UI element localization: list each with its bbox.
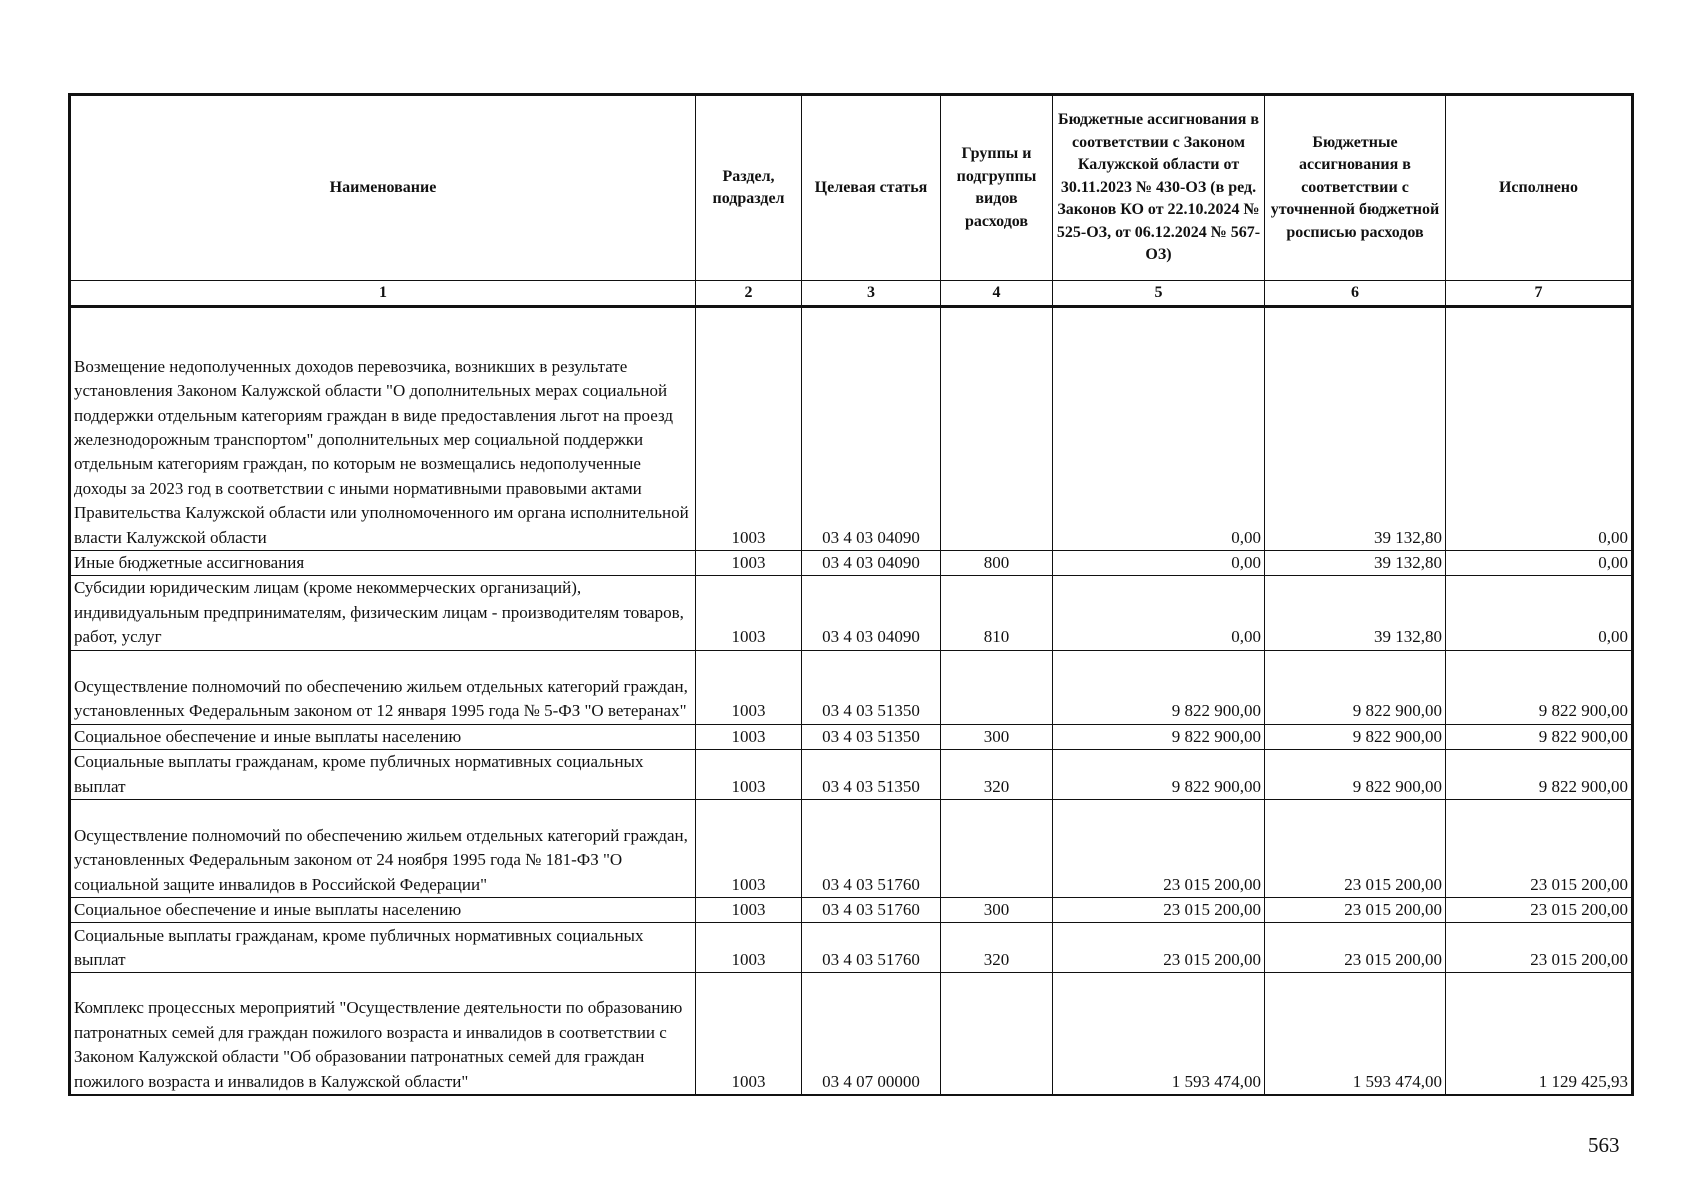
budget-table bbox=[68, 93, 1634, 1096]
column-number: 6 bbox=[1265, 281, 1446, 307]
header-expense-group: Группы и подгруппы видов расходов bbox=[941, 95, 1053, 281]
row-name: Возмещение недополученных доходов перевозчика, возникших в результате установления Законом Калужской области "О дополнительных мерах социальной поддержки отдельным категориям граждан в виде предоставления льгот на проезд железнодорожным транспортом" дополнительных мер социальной поддержки отдельным категориям граждан, по которым не возмещались недополученные доходы за 2023 год в соответствии с иными нормативными правовыми актами Правительства Калужской области или уполномоченного им органа исполнительной власти Калужской области bbox=[70, 307, 696, 551]
header-target-article: Целевая статья bbox=[802, 95, 941, 281]
row-executed-amount: 23 015 200,00 bbox=[1446, 898, 1633, 923]
row-law-amount: 9 822 900,00 bbox=[1053, 650, 1265, 724]
row-expense-group: 810 bbox=[941, 576, 1053, 650]
row-target-article: 03 4 03 51350 bbox=[802, 750, 941, 800]
header-section: Раздел, подраздел bbox=[696, 95, 802, 281]
column-number: 5 bbox=[1053, 281, 1265, 307]
row-law-amount: 9 822 900,00 bbox=[1053, 724, 1265, 749]
row-section: 1003 bbox=[696, 750, 802, 800]
header-law-appropriations: Бюджетные ассигнования в соответствии с Законом Калужской области от 30.11.2023 № 430-ОЗ (в ред. Законов КО от 22.10.2024 № 525-ОЗ, от 06.12.2024 № 567-ОЗ) bbox=[1053, 95, 1265, 281]
row-target-article: 03 4 03 51760 bbox=[802, 923, 941, 973]
table-row bbox=[70, 750, 1633, 800]
row-section: 1003 bbox=[696, 650, 802, 724]
row-executed-amount: 1 129 425,93 bbox=[1446, 973, 1633, 1095]
column-number: 3 bbox=[802, 281, 941, 307]
row-executed-amount: 9 822 900,00 bbox=[1446, 724, 1633, 749]
row-executed-amount: 0,00 bbox=[1446, 307, 1633, 551]
row-expense-group: 300 bbox=[941, 724, 1053, 749]
row-roster-amount: 1 593 474,00 bbox=[1265, 973, 1446, 1095]
row-target-article: 03 4 03 51760 bbox=[802, 898, 941, 923]
column-number: 2 bbox=[696, 281, 802, 307]
row-name: Комплекс процессных мероприятий "Осуществление деятельности по образованию патронатных семей для граждан пожилого возраста и инвалидов в соответствии с Законом Калужской области "Об образовании патронатных семей для граждан пожилого возраста и инвалидов в Калужской области" bbox=[70, 973, 696, 1095]
row-section: 1003 bbox=[696, 800, 802, 898]
row-roster-amount: 39 132,80 bbox=[1265, 576, 1446, 650]
row-name: Социальное обеспечение и иные выплаты населению bbox=[70, 724, 696, 749]
row-section: 1003 bbox=[696, 724, 802, 749]
table-row bbox=[70, 923, 1633, 973]
row-expense-group bbox=[941, 800, 1053, 898]
row-law-amount: 23 015 200,00 bbox=[1053, 923, 1265, 973]
row-section: 1003 bbox=[696, 973, 802, 1095]
row-executed-amount: 9 822 900,00 bbox=[1446, 650, 1633, 724]
row-roster-amount: 39 132,80 bbox=[1265, 551, 1446, 576]
row-name: Осуществление полномочий по обеспечению жильем отдельных категорий граждан, установленных Федеральным законом от 12 января 1995 года № 5-ФЗ "О ветеранах" bbox=[70, 650, 696, 724]
row-section: 1003 bbox=[696, 551, 802, 576]
row-law-amount: 9 822 900,00 bbox=[1053, 750, 1265, 800]
row-name: Субсидии юридическим лицам (кроме некоммерческих организаций), индивидуальным предпринимателям, физическим лицам - производителям товаров, работ, услуг bbox=[70, 576, 696, 650]
row-section: 1003 bbox=[696, 923, 802, 973]
table-row bbox=[70, 898, 1633, 923]
row-roster-amount: 9 822 900,00 bbox=[1265, 724, 1446, 749]
table-row bbox=[70, 551, 1633, 576]
header-name: Наименование bbox=[70, 95, 696, 281]
row-executed-amount: 23 015 200,00 bbox=[1446, 800, 1633, 898]
row-name: Иные бюджетные ассигнования bbox=[70, 551, 696, 576]
column-number: 4 bbox=[941, 281, 1053, 307]
row-law-amount: 23 015 200,00 bbox=[1053, 800, 1265, 898]
row-law-amount: 0,00 bbox=[1053, 576, 1265, 650]
row-expense-group bbox=[941, 307, 1053, 551]
row-law-amount: 0,00 bbox=[1053, 307, 1265, 551]
row-name: Социальные выплаты гражданам, кроме публичных нормативных социальных выплат bbox=[70, 923, 696, 973]
row-target-article: 03 4 07 00000 bbox=[802, 973, 941, 1095]
row-law-amount: 23 015 200,00 bbox=[1053, 898, 1265, 923]
column-number: 1 bbox=[70, 281, 696, 307]
row-section: 1003 bbox=[696, 576, 802, 650]
row-target-article: 03 4 03 04090 bbox=[802, 576, 941, 650]
column-number-row bbox=[70, 281, 1633, 307]
row-expense-group: 800 bbox=[941, 551, 1053, 576]
table-row bbox=[70, 724, 1633, 749]
header-roster-appropriations: Бюджетные ассигнования в соответствии с уточненной бюджетной росписью расходов bbox=[1265, 95, 1446, 281]
row-name: Социальное обеспечение и иные выплаты населению bbox=[70, 898, 696, 923]
row-target-article: 03 4 03 51760 bbox=[802, 800, 941, 898]
row-section: 1003 bbox=[696, 307, 802, 551]
table-row bbox=[70, 576, 1633, 650]
column-number: 7 bbox=[1446, 281, 1633, 307]
row-roster-amount: 23 015 200,00 bbox=[1265, 923, 1446, 973]
table-row bbox=[70, 800, 1633, 898]
row-section: 1003 bbox=[696, 898, 802, 923]
row-executed-amount: 23 015 200,00 bbox=[1446, 923, 1633, 973]
table-row bbox=[70, 973, 1633, 1095]
row-roster-amount: 23 015 200,00 bbox=[1265, 800, 1446, 898]
row-target-article: 03 4 03 51350 bbox=[802, 650, 941, 724]
row-target-article: 03 4 03 51350 bbox=[802, 724, 941, 749]
row-executed-amount: 9 822 900,00 bbox=[1446, 750, 1633, 800]
row-expense-group bbox=[941, 650, 1053, 724]
row-name: Осуществление полномочий по обеспечению жильем отдельных категорий граждан, установленных Федеральным законом от 24 ноября 1995 года № 181-ФЗ "О социальной защите инвалидов в Российской Федерации" bbox=[70, 800, 696, 898]
row-target-article: 03 4 03 04090 bbox=[802, 307, 941, 551]
row-law-amount: 0,00 bbox=[1053, 551, 1265, 576]
row-target-article: 03 4 03 04090 bbox=[802, 551, 941, 576]
row-executed-amount: 0,00 bbox=[1446, 551, 1633, 576]
row-executed-amount: 0,00 bbox=[1446, 576, 1633, 650]
row-roster-amount: 9 822 900,00 bbox=[1265, 750, 1446, 800]
header-row bbox=[70, 95, 1633, 281]
table-row bbox=[70, 307, 1633, 551]
row-expense-group: 320 bbox=[941, 750, 1053, 800]
table-row bbox=[70, 650, 1633, 724]
row-law-amount: 1 593 474,00 bbox=[1053, 973, 1265, 1095]
row-roster-amount: 23 015 200,00 bbox=[1265, 898, 1446, 923]
row-expense-group bbox=[941, 973, 1053, 1095]
row-name: Социальные выплаты гражданам, кроме публичных нормативных социальных выплат bbox=[70, 750, 696, 800]
row-expense-group: 300 bbox=[941, 898, 1053, 923]
row-roster-amount: 9 822 900,00 bbox=[1265, 650, 1446, 724]
page-number: 563 bbox=[1588, 1133, 1620, 1157]
row-expense-group: 320 bbox=[941, 923, 1053, 973]
header-executed: Исполнено bbox=[1446, 95, 1633, 281]
row-roster-amount: 39 132,80 bbox=[1265, 307, 1446, 551]
